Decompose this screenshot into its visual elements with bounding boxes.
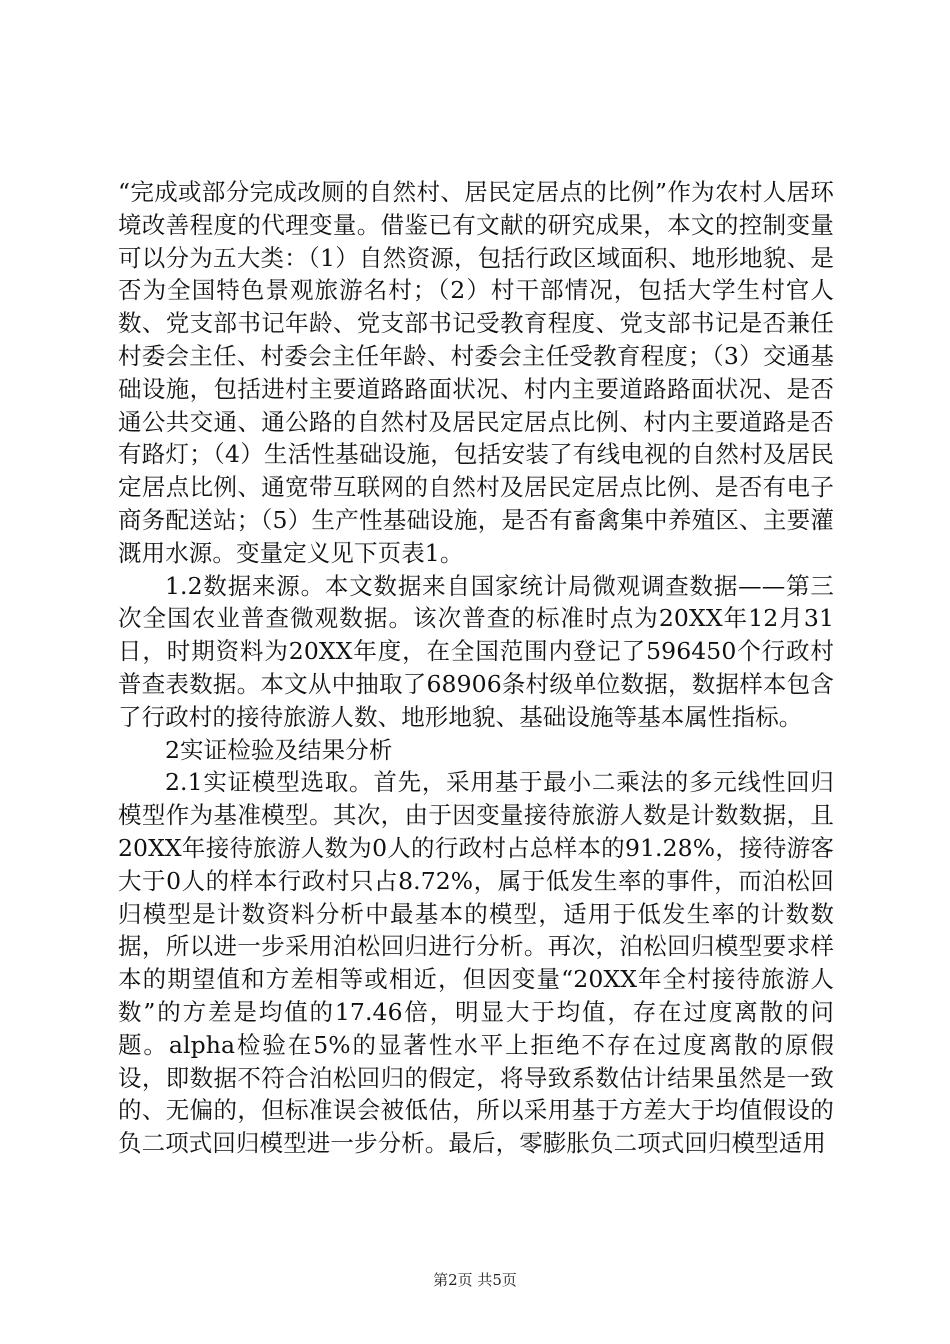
document-body bbox=[118, 176, 834, 1160]
section-heading: 2实证检验及结果分析 bbox=[165, 735, 393, 764]
paragraph-data-source: 1.2数据来源。本文数据来自国家统计局微观调查数据——第三次全国农业普查微观数据。该次普查的标准时点为20XX年12月31日，时期资料为20XX年度，在全国范围内登记了596450个行政村普查表数据。本文从中抽取了68906条村级单位数据，数据样本包含了行政村的接待旅游人数、地形地貌、基础设施等基本属性指标。 bbox=[118, 571, 834, 731]
page-footer: 第2页 共5页 bbox=[433, 1271, 517, 1289]
paragraph-model-selection: 2.1实证模型选取。首先，采用基于最小二乘法的多元线性回归模型作为基准模型。其次，由于因变量接待旅游人数是计数数据，且20XX年接待旅游人数为0人的行政村占总样本的91.28%，接待游客大于0人的样本行政村只占8.72%，属于低发生率的事件，而泊松回归模型是计数资料分析中最基本的模型，适用于低发生率的计数数据，所以进一步采用泊松回归进行分析。再次，泊松回归模型要求样本的期望值和方差相等或相近，但因变量“20XX年全村接待旅游人数”的方差是均值的17.46倍，明显大于均值，存在过度离散的问题。alpha检验在5%的显著性水平上拒绝不存在过度离散的原假设，即数据不符合泊松回归的假定，将导致系数估计结果虽然是一致的、无偏的，但标准误会被低估，所以采用基于方差大于均值假设的负二项式回归模型进一步分析。最后，零膨胀负二项式回归模型适用 bbox=[118, 768, 834, 1158]
paragraph-control-variables: “完成或部分完成改厕的自然村、居民定居点的比例”作为农村人居环境改善程度的代理变量。借鉴已有文献的研究成果，本文的控制变量可以分为五大类：（1）自然资源，包括行政区域面积、地形地貌、是否为全国特色景观旅游名村；（2）村干部情况，包括大学生村官人数、党支部书记年龄、党支部书记受教育程度、党支部书记是否兼任村委会主任、村委会主任年龄、村委会主任受教育程度；（3）交通基础设施，包括进村主要道路路面状况、村内主要道路路面状况、是否通公共交通、通公路的自然村及居民定居点比例、村内主要道路是否有路灯；（4）生活性基础设施，包括安装了有线电视的自然村及居民定居点比例、通宽带互联网的自然村及居民定居点比例、是否有电子商务配送站；（5）生产性基础设施，是否有畜禽集中养殖区、主要灌溉用水源。变量定义见下页表1。 bbox=[118, 178, 834, 567]
